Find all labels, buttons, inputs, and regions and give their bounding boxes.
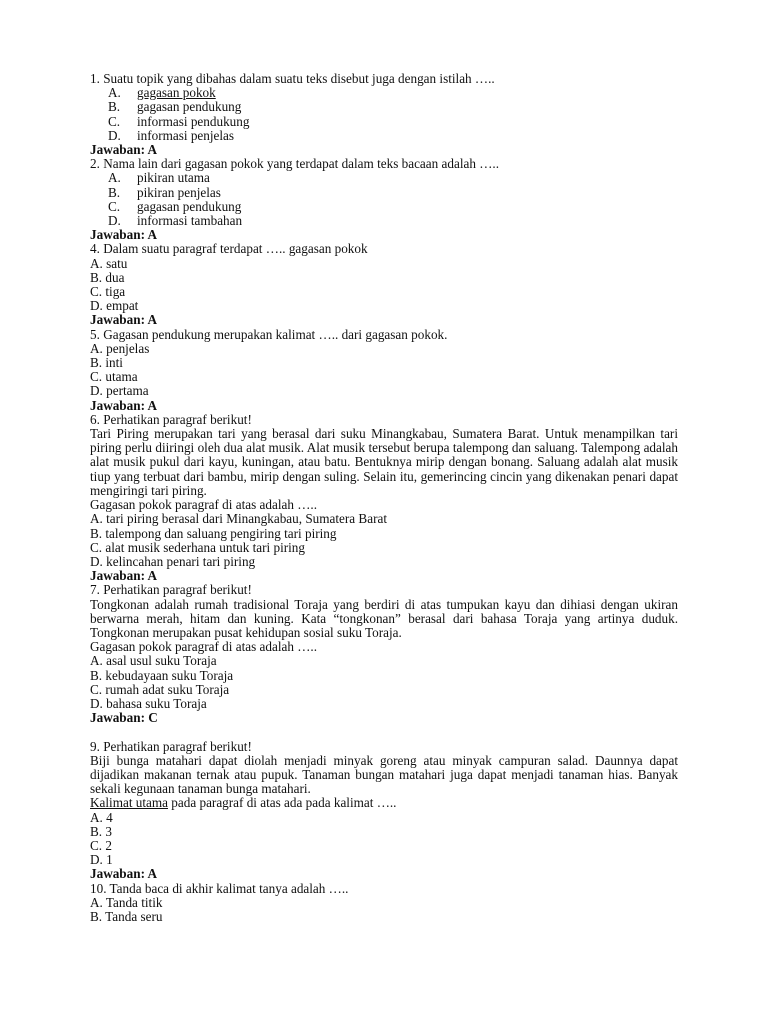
question-5-option-b: B. inti xyxy=(90,355,123,371)
question-5-option-a: A. penjelas xyxy=(90,340,150,356)
question-1-stem: 1. Suatu topik yang dibahas dalam suatu teks disebut juga dengan istilah ….. xyxy=(90,71,495,86)
question-4-stem: 4. Dalam suatu paragraf terdapat ….. gagasan pokok xyxy=(90,241,368,257)
question-4-option-c: C. tiga xyxy=(90,284,126,300)
question-9-underlined-term: Kalimat utama xyxy=(90,795,168,811)
question-2-option-c: C. gagasan pendukung xyxy=(108,198,242,214)
question-6-question: Gagasan pokok paragraf di atas adalah ….. xyxy=(90,497,318,513)
question-9-paragraph: Biji bunga matahari dapat diolah menjadi minyak goreng atau minyak campuran salad. Daunnya dapat dijadikan makanan ternak atau pupuk. Tanaman bungan matahari juga dapat menjadi tanaman hias. Banyak sekali kegunaan tanaman bunga matahari. xyxy=(90,752,678,797)
question-7-answer: Jawaban: C xyxy=(90,710,158,726)
question-6-option-c: C. alat musik sederhana untuk tari piring xyxy=(90,539,305,555)
question-5-option-c: C. utama xyxy=(90,369,138,385)
question-6-intro: 6. Perhatikan paragraf berikut! xyxy=(90,411,252,427)
question-9-intro: 9. Perhatikan paragraf berikut! xyxy=(90,738,252,754)
question-7-option-a: A. asal usul suku Toraja xyxy=(90,653,217,669)
question-6-paragraph: Tari Piring merupakan tari yang berasal dari suku Minangkabau, Sumatera Barat. Untuk menampilkan tari piring perlu diiringi oleh dua alat musik. Alat musik tersebut berupa talempong dan saluang. Talempong adalah alat musik pukul dari kayu, kuningan, atau batu. Bentuknya mirip dengan bonang. Saluang adalah alat musik tiup yang terbuat dari bambu, mirip dengan suling. Selain itu, gemerincing cincin yang dikenakan penari dapat mengiringi tari piring. xyxy=(90,426,678,498)
question-4-option-a: A. satu xyxy=(90,255,128,271)
question-1-option-c: C. informasi pendukung xyxy=(108,113,250,129)
question-1-answer: Jawaban: A xyxy=(90,142,158,158)
question-4-option-b: B. dua xyxy=(90,269,125,285)
question-4-answer: Jawaban: A xyxy=(90,312,158,328)
question-1-option-b: B. gagasan pendukung xyxy=(108,99,242,115)
question-5-stem: 5. Gagasan pendukung merupakan kalimat ….. dari gagasan pokok. xyxy=(90,326,448,342)
question-9-answer: Jawaban: A xyxy=(90,866,158,882)
question-6-option-a: A. tari piring berasal dari Minangkabau, Sumatera Barat xyxy=(90,511,387,527)
question-7-option-b: B. kebudayaan suku Toraja xyxy=(90,667,234,683)
question-6-option-b: B. talempong dan saluang pengiring tari piring xyxy=(90,525,337,541)
question-2-answer: Jawaban: A xyxy=(90,227,158,243)
question-1-option-a: A. gagasan pokok xyxy=(108,85,216,101)
question-10-option-a: A. Tanda titik xyxy=(90,894,163,910)
question-2-option-b: B. pikiran penjelas xyxy=(108,184,221,200)
question-5-option-d: D. pertama xyxy=(90,383,149,399)
question-7-question: Gagasan pokok paragraf di atas adalah ….. xyxy=(90,639,318,655)
spacer xyxy=(90,725,678,739)
question-6-answer: Jawaban: A xyxy=(90,568,158,584)
question-10-stem: 10. Tanda baca di akhir kalimat tanya adalah ….. xyxy=(90,880,349,896)
question-9-option-b: B. 3 xyxy=(90,823,112,839)
question-9-question: Kalimat utama pada paragraf di atas ada pada kalimat ….. xyxy=(90,795,397,811)
question-9-option-c: C. 2 xyxy=(90,837,112,853)
question-7-paragraph: Tongkonan adalah rumah tradisional Toraja yang berdiri di atas tumpukan kayu dan dihiasi dengan ukiran berwarna merah, hitam dan kuning. Kata “tongkonan” berasal dari bahasa Toraja yang artinya duduk. Tongkonan merupakan pusat kehidupan sosial suku Toraja. xyxy=(90,596,678,640)
question-4-option-d: D. empat xyxy=(90,298,139,314)
question-9-option-d: D. 1 xyxy=(90,852,113,868)
question-5-answer: Jawaban: A xyxy=(90,397,158,413)
question-6-option-d: D. kelincahan penari tari piring xyxy=(90,553,256,569)
question-2-stem: 2. Nama lain dari gagasan pokok yang terdapat dalam teks bacaan adalah ….. xyxy=(90,156,500,172)
question-7-option-d: D. bahasa suku Toraja xyxy=(90,695,207,711)
question-2-option-a: A. pikiran utama xyxy=(108,170,210,186)
question-9-option-a: A. 4 xyxy=(90,809,113,825)
question-1-option-d: D. informasi penjelas xyxy=(108,127,235,143)
question-10-option-b: B. Tanda seru xyxy=(90,908,163,924)
question-7-intro: 7. Perhatikan paragraf berikut! xyxy=(90,582,252,598)
question-7-option-c: C. rumah adat suku Toraja xyxy=(90,681,230,697)
question-2-option-d: D. informasi tambahan xyxy=(108,213,243,229)
